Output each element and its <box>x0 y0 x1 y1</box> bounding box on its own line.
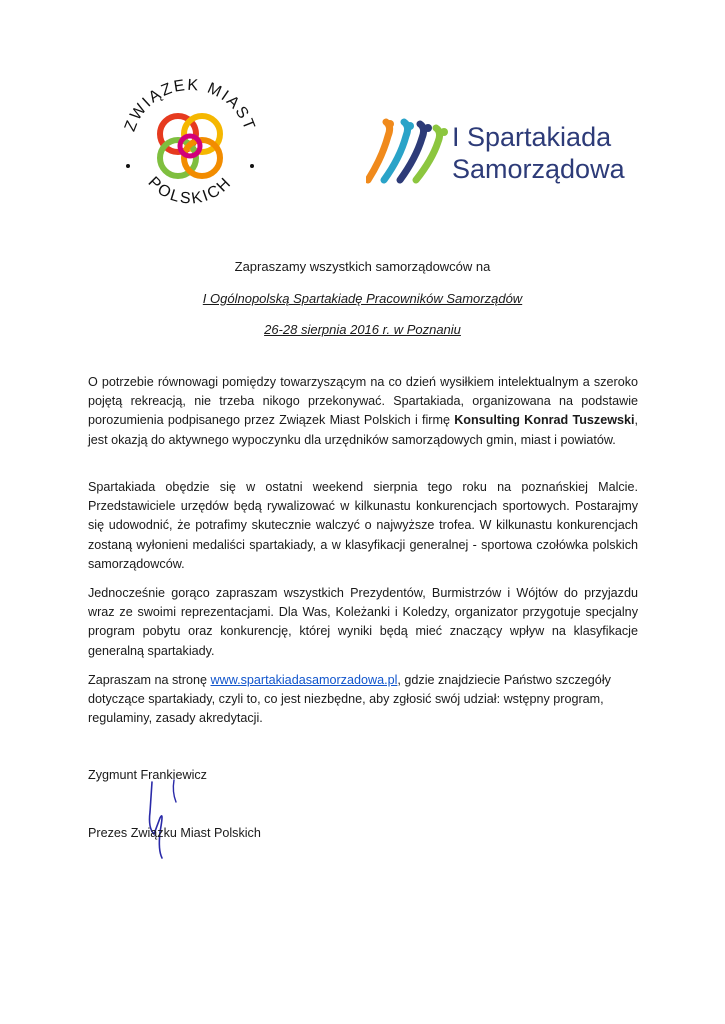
svg-text:POLSKICH <box>145 174 236 208</box>
paragraph-2 <box>88 478 638 574</box>
p1-company-name: Konsulting Konrad Tuszewski <box>454 413 635 428</box>
svg-text:ZWIĄZEK MIAST <box>122 78 259 134</box>
website-link[interactable]: www.spartakiadasamorzadowa.pl <box>210 673 398 687</box>
logo-text-bottom: POLSKICH <box>144 173 236 208</box>
spartakiada-title-line1: I Spartakiada <box>452 122 612 152</box>
p2-text: Spartakiada obędzie się w ostatni weekend sierpnia tego roku na poznańskiej Malcie. Przedstawiciele urzędów będą rywalizować w kilkunastu konkurencjach sportowych. Postarajmy się udowodnić, że potrafimy skutecznie walczyć o najwyższe trofea. W kilkunastu konkurencjach zostaną wyłonieni medaliści spartakiady, a w klasyfikacji generalnej - sportowa czołówka polskich samorządowców. <box>88 480 638 571</box>
p1-text-end: , jest okazją do aktywnego wypoczynku dla urzędników samorządowych gmin, miast i powiatów. <box>88 413 639 447</box>
knot-icon <box>160 116 220 176</box>
spartakiada-title-line2: Samorządowa <box>452 154 625 184</box>
intro-invitation: Zapraszamy wszystkich samorządowców na <box>234 259 491 274</box>
logo-text-top: ZWIĄZEK MIAST <box>121 78 259 134</box>
paragraph-1 <box>88 373 638 450</box>
spartakiada-logo <box>366 118 626 186</box>
p3-text: Jednocześnie gorąco zapraszam wszystkich Prezydentów, Burmistrzów i Wójtów do przyjazdu wraz ze swoimi reprezentacjami. Dla Was, Koleżanki i Koledzy, organizator przygotuje specjalny program pobytu oraz konkurencję, której wyniki będą mieć znaczący wpływ na klasyfikacje generalną spartakiady. <box>88 586 638 658</box>
p4-text-start: Zapraszam na stronę <box>88 673 211 687</box>
handwritten-signature <box>130 772 190 862</box>
intro-event-name: I Ogólnopolską Spartakiadę Pracowników Samorządów <box>202 291 523 306</box>
signatory-role: Prezes Związku Miast Polskich <box>88 826 261 840</box>
signatory-name: Zygmunt Frankiewicz <box>88 768 207 782</box>
paragraph-3 <box>88 584 638 661</box>
intro-event-date: 26-28 sierpnia 2016 r. w Poznaniu <box>264 322 461 337</box>
paragraph-4 <box>88 671 638 729</box>
zwiazek-miast-polskich-logo <box>110 78 270 216</box>
p1-text-start: O potrzebie równowagi pomiędzy towarzyszącym na co dzień wysiłkiem intelektualnym a szeroko pojętą rekreacją, nie trzeba nikogo przekonywać. Spartakiada, organizowana na podstawie porozumienia podpisanego przez Związek Miast Polskich i firmę <box>88 375 638 428</box>
p4-text-end: , gdzie znajdziecie Państwo szczegóły dotyczące spartakiady, czyli to, co jest niezbędne, aby zgłosić swój udział: wstępny program, regulaminy, zasady akredytacji. <box>88 673 611 726</box>
athletes-icon <box>368 120 448 180</box>
